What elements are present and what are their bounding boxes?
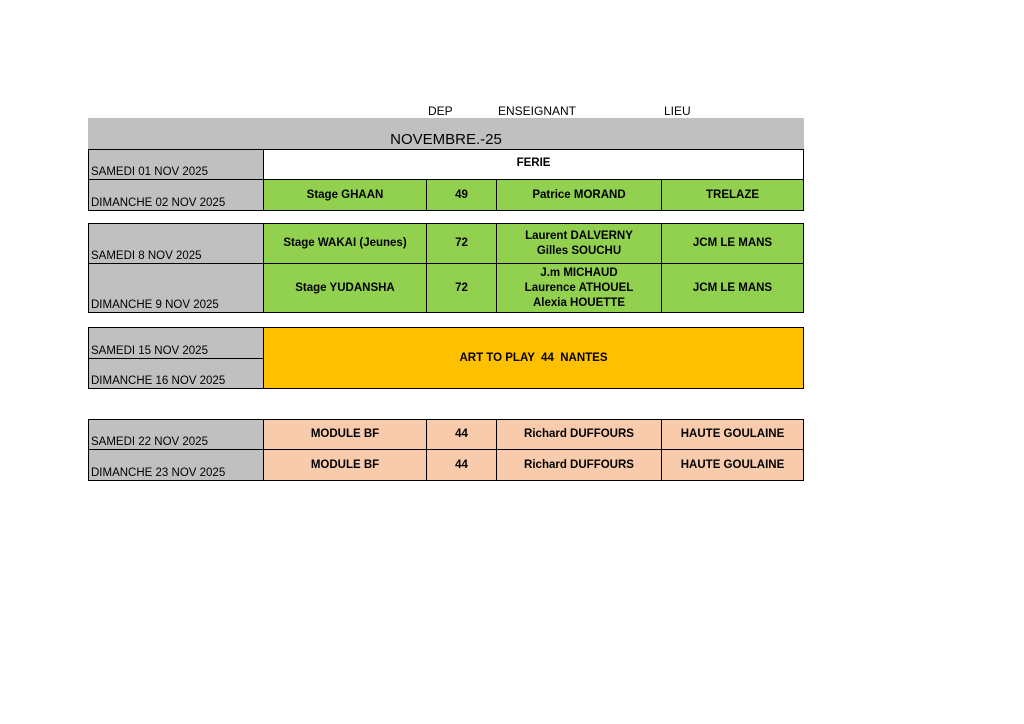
date-cell: DIMANCHE 02 NOV 2025 bbox=[88, 179, 264, 211]
dep-cell: 72 bbox=[426, 263, 497, 313]
teacher-cell bbox=[496, 263, 662, 313]
date-cell: SAMEDI 01 NOV 2025 bbox=[88, 149, 264, 180]
header-enseignant: ENSEIGNANT bbox=[498, 104, 577, 118]
teacher-cell: Patrice MORAND bbox=[496, 179, 662, 211]
date-cell: DIMANCHE 9 NOV 2025 bbox=[88, 263, 264, 313]
teacher-name: Laurent DALVERNY bbox=[525, 229, 633, 242]
place-cell: HAUTE GOULAINE bbox=[661, 449, 804, 481]
dep-cell: 44 bbox=[426, 449, 497, 481]
event-cell: MODULE BF bbox=[263, 449, 427, 481]
dep-cell: 72 bbox=[426, 223, 497, 264]
event-cell: Stage GHAAN bbox=[263, 179, 427, 211]
event-cell: Stage YUDANSHA bbox=[263, 263, 427, 313]
teacher-name: Alexia HOUETTE bbox=[532, 296, 626, 309]
teacher-cell: Richard DUFFOURS bbox=[496, 419, 662, 450]
event-cell-art-to-play: ART TO PLAY 44 NANTES bbox=[263, 327, 804, 389]
place-cell: HAUTE GOULAINE bbox=[661, 419, 804, 450]
date-cell: SAMEDI 22 NOV 2025 bbox=[88, 419, 264, 450]
event-cell: MODULE BF bbox=[263, 419, 427, 450]
teacher-name: Gilles SOUCHU bbox=[536, 244, 622, 257]
date-cell: DIMANCHE 23 NOV 2025 bbox=[88, 449, 264, 481]
place-cell: TRELAZE bbox=[661, 179, 804, 211]
place-cell: JCM LE MANS bbox=[661, 263, 804, 313]
teacher-name: Laurence ATHOUEL bbox=[524, 281, 634, 294]
date-cell: DIMANCHE 16 NOV 2025 bbox=[88, 358, 264, 389]
header-dep: DEP bbox=[428, 104, 453, 118]
date-cell: SAMEDI 15 NOV 2025 bbox=[88, 327, 264, 359]
month-title: NOVEMBRE.-25 bbox=[88, 118, 804, 149]
teacher-cell: Richard DUFFOURS bbox=[496, 449, 662, 481]
teacher-cell bbox=[496, 223, 662, 264]
event-cell: Stage WAKAI (Jeunes) bbox=[263, 223, 427, 264]
event-cell-ferie: FERIE bbox=[263, 149, 804, 180]
place-cell: JCM LE MANS bbox=[661, 223, 804, 264]
header-lieu: LIEU bbox=[664, 104, 691, 118]
date-cell: SAMEDI 8 NOV 2025 bbox=[88, 223, 264, 264]
teacher-name: J.m MICHAUD bbox=[540, 266, 618, 279]
dep-cell: 49 bbox=[426, 179, 497, 211]
dep-cell: 44 bbox=[426, 419, 497, 450]
